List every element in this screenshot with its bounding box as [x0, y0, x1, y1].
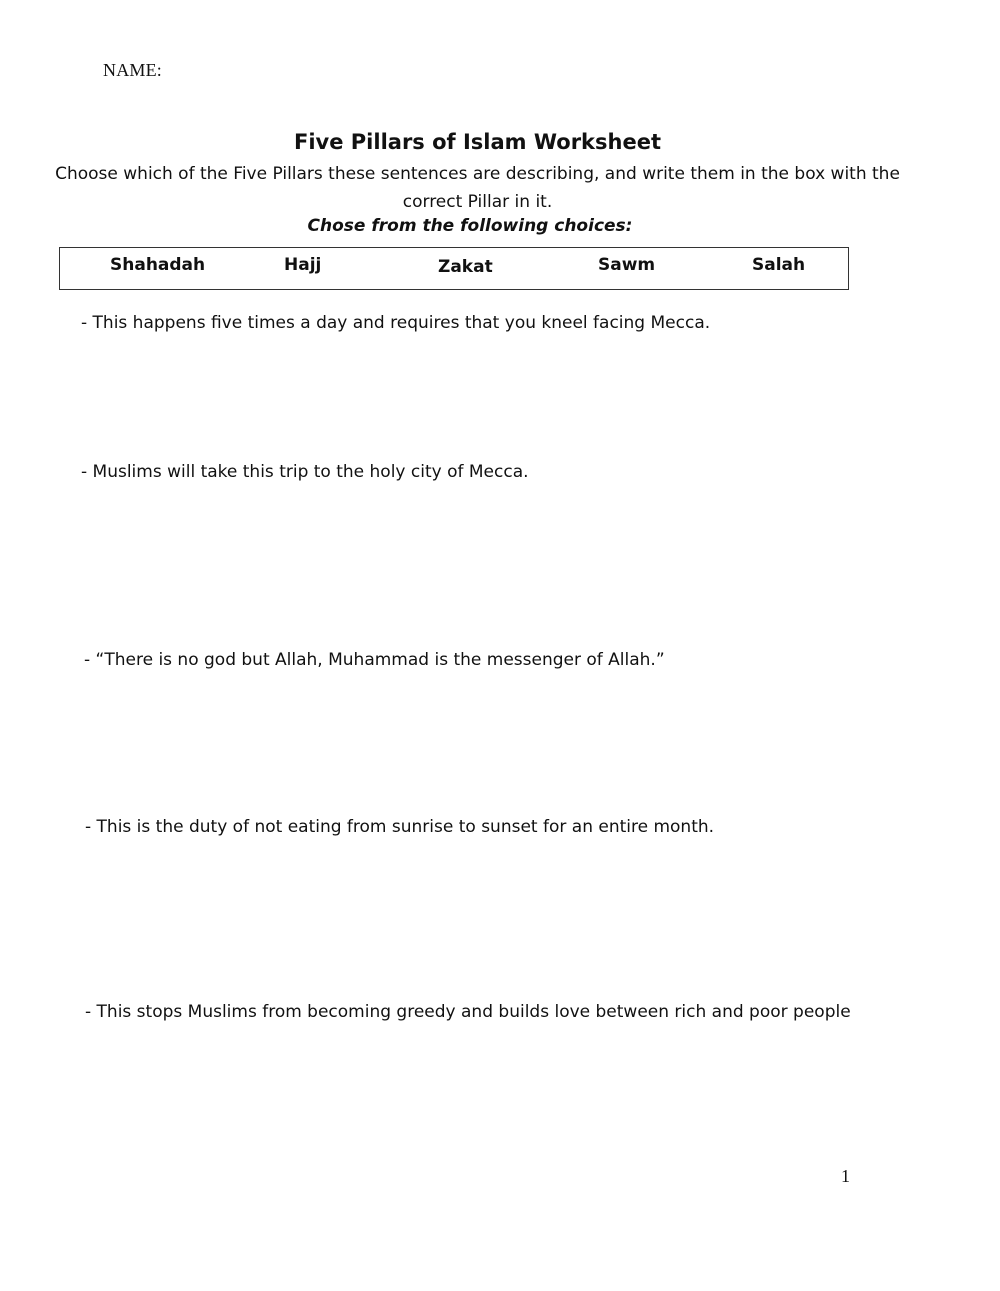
instructions-text: Choose which of the Five Pillars these sentences are describing, and write them in the box with the correct Pillar in it.	[55, 164, 900, 212]
page-number: 1	[841, 1166, 850, 1186]
sentence-4: - This is the duty of not eating from sunrise to sunset for an entire month.	[85, 817, 715, 837]
name-label: NAME:	[103, 60, 162, 80]
sentence-5: - This stops Muslims from becoming greedy and builds love between rich and poor people	[85, 1002, 851, 1022]
choice-shahadah[interactable]: Shahadah	[110, 255, 206, 275]
choice-sawm[interactable]: Sawm	[598, 255, 656, 275]
choices-box	[59, 247, 849, 290]
sentence-2: - Muslims will take this trip to the holy city of Mecca.	[81, 462, 529, 482]
choice-hajj[interactable]: Hajj	[284, 255, 322, 275]
sentence-3: - “There is no god but Allah, Muhammad is the messenger of Allah.”	[84, 650, 665, 670]
choice-salah[interactable]: Salah	[752, 255, 806, 275]
sentence-1: - This happens five times a day and requires that you kneel facing Mecca.	[81, 313, 711, 333]
choice-zakat[interactable]: Zakat	[438, 257, 493, 277]
choices-label: Chose from the following choices:	[307, 216, 633, 236]
worksheet-title: Five Pillars of Islam Worksheet	[294, 130, 661, 154]
